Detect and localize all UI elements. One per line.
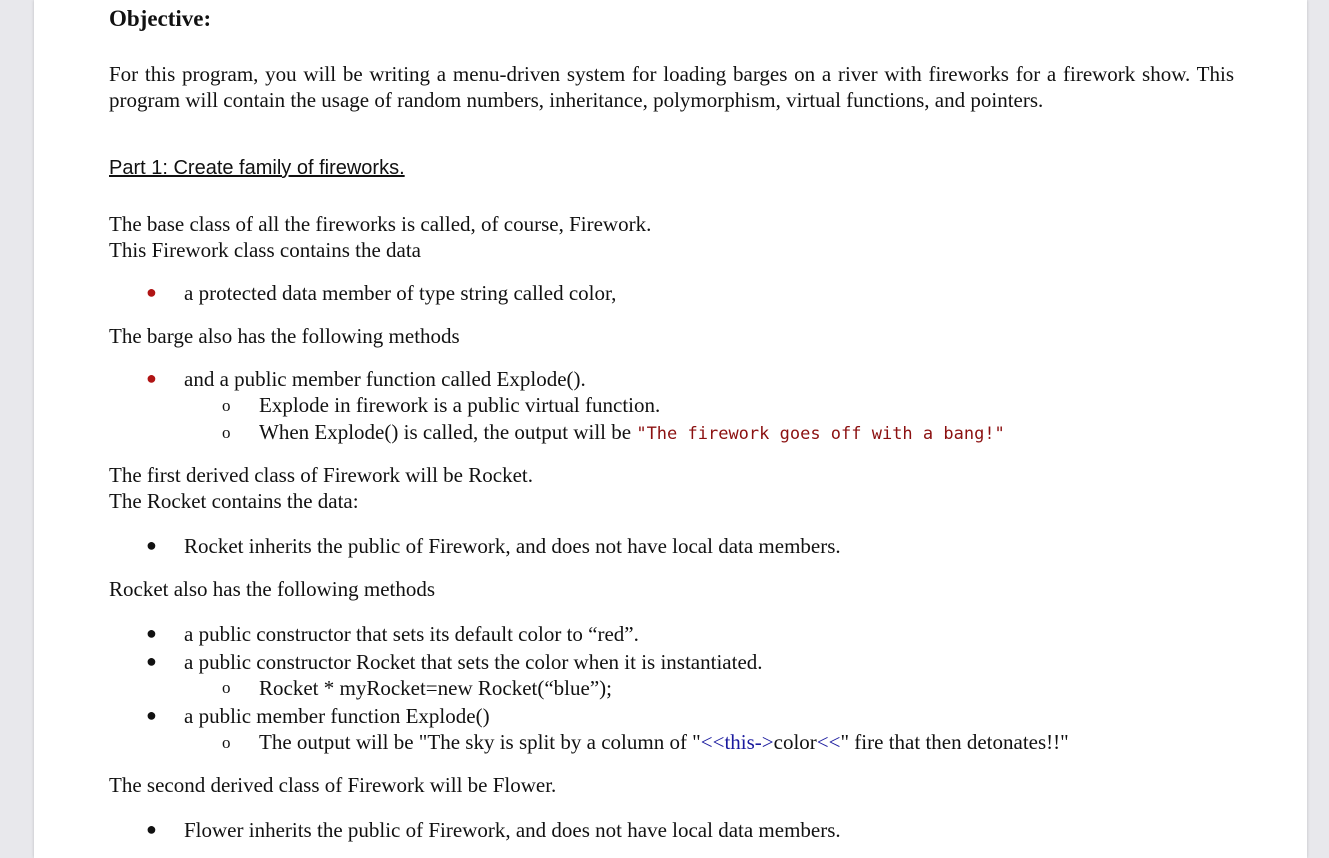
rocket-bullet2: a public constructor Rocket that sets the color when it is instantiated. [184, 650, 763, 674]
sub-bullet-marker: o [222, 423, 231, 442]
flower-line: The second derived class of Firework will be Flower. [109, 773, 557, 797]
sub-bullet-marker: o [222, 733, 231, 752]
rocket-line1: The first derived class of Firework will be Rocket. [109, 463, 533, 487]
bullet-marker: ● [146, 282, 157, 302]
rocket-data-bullet: Rocket inherits the public of Firework, and does not have local data members. [184, 534, 841, 558]
base-class-line2: This Firework class contains the data [109, 238, 422, 262]
explode-bullet: and a public member function called Explode(). [184, 367, 586, 391]
barge-methods-intro: The barge also has the following methods [109, 324, 460, 348]
bullet-marker: ● [146, 535, 157, 555]
sub-bullet-marker: o [222, 396, 231, 415]
sub-bullet-marker: o [222, 678, 231, 697]
bullet-marker: ● [146, 651, 157, 671]
part1-heading: Part 1: Create family of fireworks. [109, 157, 405, 179]
explode-sub1: Explode in firework is a public virtual function. [259, 393, 661, 417]
rocket-output-text: The output will be "The sky is split by a column of " [259, 730, 701, 754]
flower-data-bullet: Flower inherits the public of Firework, and does not have local data members. [184, 818, 841, 842]
bullet-marker: ● [146, 705, 157, 725]
rocket-bullet3: a public member function Explode() [184, 704, 490, 728]
rocket-output-tail: " fire that then detonates!!" [840, 730, 1069, 754]
this-keyword: <<this-> [700, 730, 774, 754]
rocket-line2: The Rocket contains the data: [109, 489, 359, 513]
base-class-line1: The base class of all the fireworks is called, of course, Firework. [109, 212, 652, 236]
bullet-marker: ● [146, 623, 157, 643]
color-member: color [773, 730, 817, 754]
rocket-methods-intro: Rocket also has the following methods [109, 577, 436, 601]
bullet-marker: ● [146, 368, 157, 388]
explode-sub2-text: When Explode() is called, the output will be [259, 420, 637, 444]
explode-sub2 [259, 419, 1005, 447]
firework-data-bullet: a protected data member of type string called color, [184, 281, 617, 305]
stream-operator: << [816, 730, 841, 754]
objective-heading: Objective: [109, 6, 212, 31]
explode-output-code: "The firework goes off with a bang!" [636, 424, 1005, 444]
rocket-bullet2-sub: Rocket * myRocket=new Rocket(“blue”); [259, 676, 612, 700]
objective-paragraph: For this program, you will be writing a menu-driven system for loading barges on a river with fireworks for a firework show. This program will contain the usage of random numbers, inheritance, polymorphism, virtual functions, and pointers. [109, 62, 1234, 112]
rocket-bullet3-sub [259, 729, 1069, 755]
rocket-bullet1: a public constructor that sets its default color to “red”. [184, 622, 639, 646]
document-page [34, 0, 1307, 858]
bullet-marker: ● [146, 819, 157, 839]
